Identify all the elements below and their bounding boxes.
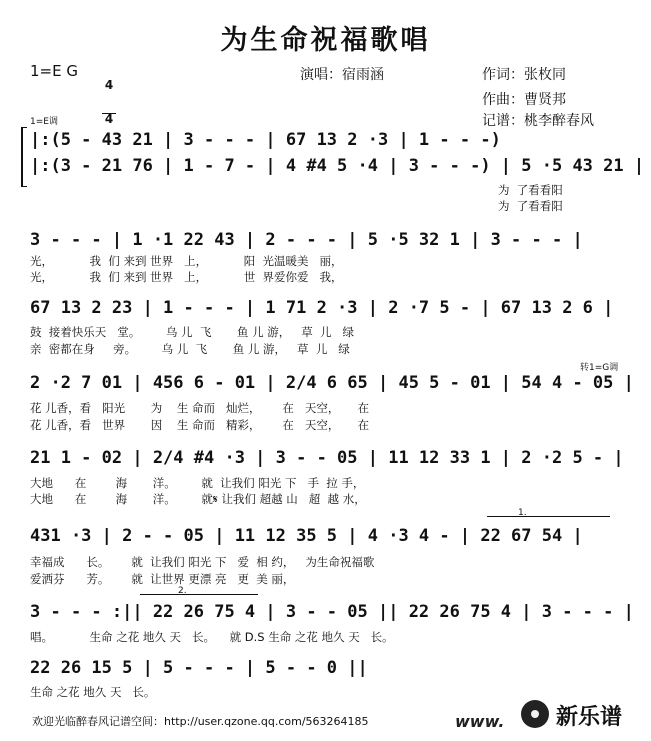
transcriber-credit: 记谱：桃李醉春风 — [482, 113, 594, 129]
key-signature: 1=E G — [30, 62, 78, 80]
site-logo: 新乐谱 — [556, 705, 623, 730]
score-line: 21 1 - 02 | 2/4 #4 ·3 | 3 - - 05 | 11 12 33 1 | 2 ·2 5 - | — [30, 448, 624, 468]
bracket-bottom — [21, 186, 27, 187]
system-bracket — [21, 127, 23, 187]
lyric-line: 为 了看看阳 — [498, 183, 563, 197]
score-line: |:(5 - 43 21 | 3 - - - | 67 13 2 ·3 | 1 - - -) — [30, 130, 501, 150]
lyric-line: 花 儿香，看 阳光 为 生 命而 灿烂， 在 天空， 在 — [30, 401, 370, 415]
lyric-line: 为 了看看阳 — [498, 199, 563, 213]
page-title: 为生命祝福歌唱 — [220, 25, 431, 56]
time-signature-bottom: 4 — [102, 113, 116, 125]
score-line: 3 - - - :|| 22 26 75 4 | 3 - - 05 || 22 26 75 4 | 3 - - - | — [30, 602, 634, 622]
singer-credit: 演唱：宿雨涵 — [300, 67, 384, 83]
lyric-line: 大地 在 海 洋。 就𝄋 让我们 超越 山 超 越 水， — [30, 492, 366, 506]
lyric-line: 光， 我 们 来到 世界 上， 阳 光温暖美 丽， — [30, 254, 343, 268]
volta-2-label: 2. — [178, 586, 187, 596]
score-line: 431 ·3 | 2 - - 05 | 11 12 35 5 | 4 ·3 4 - | 22 67 54 | — [30, 526, 583, 546]
lyric-line: 花 儿香，看 世界 因 生 命而 精彩， 在 天空， 在 — [30, 418, 370, 432]
lyric-line: 光， 我 们 来到 世界 上， 世 界爱你爱 我， — [30, 270, 343, 284]
time-signature — [102, 58, 116, 136]
volta-2-bracket — [140, 594, 258, 595]
lyric-line: 亲 密都在身 旁。 乌 儿 飞 鱼 儿 游， 草 儿 绿 — [30, 342, 350, 356]
lyric-line: 唱。 生命 之花 地久 天 长。 就 D.S 生命 之花 地久 天 长。 — [30, 630, 394, 644]
volta-1-label: 1. — [518, 508, 527, 518]
composer-credit: 作曲：曹贤邦 — [482, 92, 566, 108]
volta-1-bracket — [487, 516, 610, 517]
key-mark: 1=E调 — [30, 117, 58, 127]
lyric-line: 幸福成 长。 就 让我们 阳光 下 爱 相 约， 为生命祝福歌 — [30, 555, 375, 569]
modulation-mark: 转1=G调 — [580, 363, 619, 373]
score-line: 67 13 2 23 | 1 - - - | 1 71 2 ·3 | 2 ·7 5 - | 67 13 2 6 | — [30, 298, 614, 318]
lyricist-credit: 作词：张枚同 — [482, 67, 566, 83]
lyric-line: 爱洒芬 芳。 就 让世界 更漂 亮 更 美 丽， — [30, 572, 295, 586]
lyric-line: 鼓 接着快乐天 堂。 乌 儿 飞 鱼 儿 游， 草 儿 绿 — [30, 325, 354, 339]
score-line: 2 ·2 7 01 | 456 6 - 01 | 2/4 6 65 | 45 5 - 01 | 54 4 - 05 | — [30, 373, 634, 393]
score-line: 22 26 15 5 | 5 - - - | 5 - - 0 || — [30, 658, 368, 678]
lyric-line: 生命 之花 地久 天 长。 — [30, 685, 156, 699]
score-line: |:(3 - 21 76 | 1 - 7 - | 4 #4 5 ·4 | 3 - - -) | 5 ·5 43 21 | — [30, 156, 645, 176]
record-disc-icon — [521, 700, 549, 728]
watermark-www: www. — [455, 712, 505, 731]
bracket-top — [21, 127, 27, 128]
score-line: 3 - - - | 1 ·1 22 43 | 2 - - - | 5 ·5 32 1 | 3 - - - | — [30, 230, 583, 250]
lyric-line: 大地 在 海 洋。 就 让我们 阳光 下 手 拉 手， — [30, 476, 365, 490]
footer-link-text: 欢迎光临醉春风记谱空间：http://user.qzone.qq.com/563264185 — [32, 715, 369, 728]
time-signature-top: 4 — [104, 78, 114, 92]
